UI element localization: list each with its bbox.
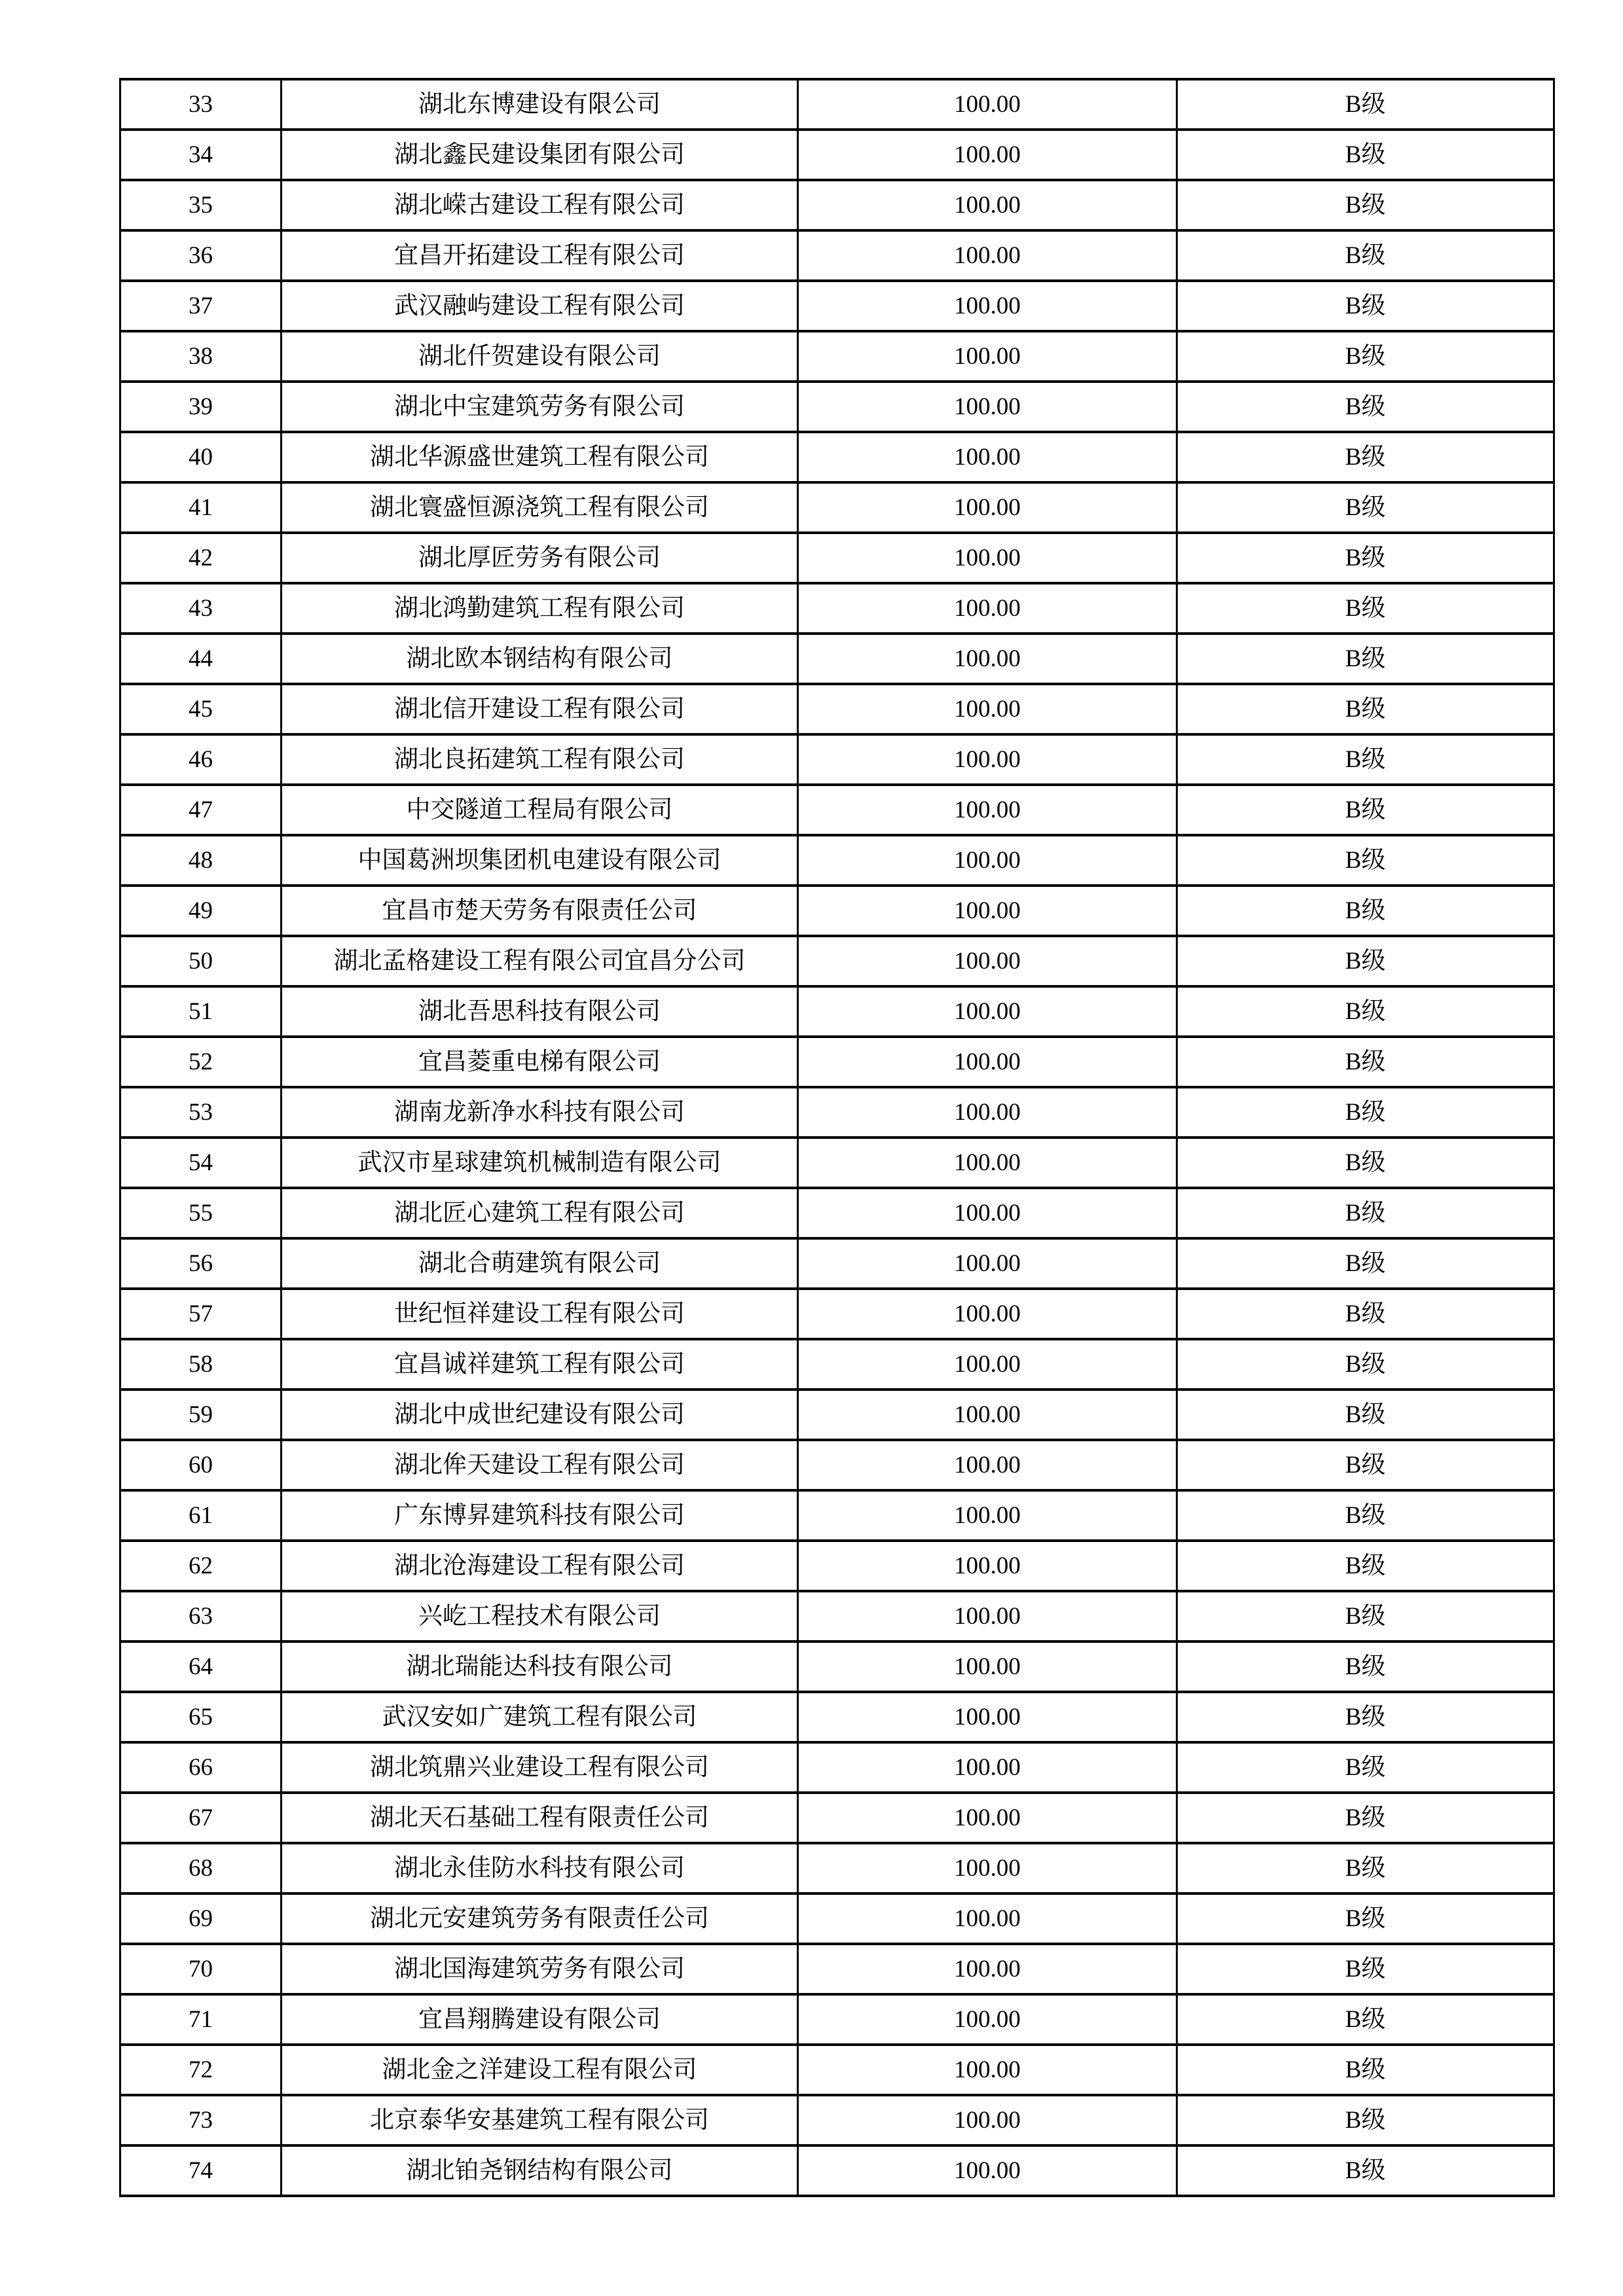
table-row (120, 1641, 1554, 1692)
score-cell: 100.00 (798, 1390, 1177, 1440)
company-name-cell: 湖北吾思科技有限公司 (282, 986, 798, 1037)
company-name-cell: 湖北元安建筑劳务有限责任公司 (282, 1893, 798, 1944)
score-cell: 100.00 (798, 986, 1177, 1037)
score-cell: 100.00 (798, 1138, 1177, 1188)
grade-cell: B级 (1177, 1944, 1554, 1994)
company-name-cell: 湖北东博建设有限公司 (282, 79, 798, 130)
company-name-cell: 湖北寰盛恒源浇筑工程有限公司 (282, 482, 798, 533)
grade-cell: B级 (1177, 281, 1554, 331)
score-cell: 100.00 (798, 432, 1177, 482)
company-name-cell: 湖北鑫民建设集团有限公司 (282, 130, 798, 180)
row-number-cell: 71 (120, 1994, 282, 2045)
company-name-cell: 湖南龙新净水科技有限公司 (282, 1087, 798, 1138)
company-name-cell: 湖北中宝建筑劳务有限公司 (282, 382, 798, 432)
table-row (120, 886, 1554, 936)
row-number-cell: 53 (120, 1087, 282, 1138)
row-number-cell: 33 (120, 79, 282, 130)
score-cell: 100.00 (798, 1742, 1177, 1793)
table-row (120, 2045, 1554, 2095)
company-name-cell: 湖北良拓建筑工程有限公司 (282, 734, 798, 785)
score-cell: 100.00 (798, 583, 1177, 634)
row-number-cell: 37 (120, 281, 282, 331)
grade-cell: B级 (1177, 2145, 1554, 2196)
score-cell: 100.00 (798, 533, 1177, 583)
grade-cell: B级 (1177, 1289, 1554, 1339)
grade-cell: B级 (1177, 1692, 1554, 1742)
row-number-cell: 73 (120, 2095, 282, 2145)
grade-cell: B级 (1177, 1793, 1554, 1843)
row-number-cell: 50 (120, 936, 282, 986)
table-row (120, 936, 1554, 986)
company-name-cell: 湖北鸿勤建筑工程有限公司 (282, 583, 798, 634)
company-name-cell: 兴屹工程技术有限公司 (282, 1591, 798, 1641)
company-name-cell: 宜昌诚祥建筑工程有限公司 (282, 1339, 798, 1390)
row-number-cell: 47 (120, 785, 282, 835)
score-cell: 100.00 (798, 634, 1177, 684)
grade-cell: B级 (1177, 1188, 1554, 1238)
table-row (120, 533, 1554, 583)
score-cell: 100.00 (798, 1843, 1177, 1893)
score-cell: 100.00 (798, 230, 1177, 281)
row-number-cell: 62 (120, 1541, 282, 1591)
grade-cell: B级 (1177, 130, 1554, 180)
row-number-cell: 63 (120, 1591, 282, 1641)
table-row (120, 1289, 1554, 1339)
grade-cell: B级 (1177, 785, 1554, 835)
table-row (120, 1440, 1554, 1490)
row-number-cell: 66 (120, 1742, 282, 1793)
score-cell: 100.00 (798, 130, 1177, 180)
row-number-cell: 34 (120, 130, 282, 180)
table-row (120, 785, 1554, 835)
row-number-cell: 39 (120, 382, 282, 432)
row-number-cell: 68 (120, 1843, 282, 1893)
table-row (120, 1188, 1554, 1238)
company-name-cell: 湖北国海建筑劳务有限公司 (282, 1944, 798, 1994)
table-row (120, 482, 1554, 533)
score-cell: 100.00 (798, 2095, 1177, 2145)
grade-cell: B级 (1177, 986, 1554, 1037)
row-number-cell: 46 (120, 734, 282, 785)
company-name-cell: 宜昌市楚天劳务有限责任公司 (282, 886, 798, 936)
row-number-cell: 74 (120, 2145, 282, 2196)
table-row (120, 130, 1554, 180)
company-name-cell: 湖北匠心建筑工程有限公司 (282, 1188, 798, 1238)
table-row (120, 1793, 1554, 1843)
company-name-cell: 宜昌翔腾建设有限公司 (282, 1994, 798, 2045)
company-name-cell: 中国葛洲坝集团机电建设有限公司 (282, 835, 798, 886)
company-name-cell: 中交隧道工程局有限公司 (282, 785, 798, 835)
company-name-cell: 湖北厚匠劳务有限公司 (282, 533, 798, 583)
table-row (120, 1843, 1554, 1893)
score-cell: 100.00 (798, 1490, 1177, 1541)
company-name-cell: 湖北筑鼎兴业建设工程有限公司 (282, 1742, 798, 1793)
score-cell: 100.00 (798, 1037, 1177, 1087)
row-number-cell: 67 (120, 1793, 282, 1843)
company-name-cell: 湖北金之洋建设工程有限公司 (282, 2045, 798, 2095)
company-name-cell: 湖北欧本钢结构有限公司 (282, 634, 798, 684)
table-row (120, 835, 1554, 886)
row-number-cell: 64 (120, 1641, 282, 1692)
row-number-cell: 55 (120, 1188, 282, 1238)
grade-cell: B级 (1177, 583, 1554, 634)
company-name-cell: 世纪恒祥建设工程有限公司 (282, 1289, 798, 1339)
row-number-cell: 51 (120, 986, 282, 1037)
grade-cell: B级 (1177, 1742, 1554, 1793)
table-row (120, 1339, 1554, 1390)
row-number-cell: 54 (120, 1138, 282, 1188)
score-cell: 100.00 (798, 1641, 1177, 1692)
grade-cell: B级 (1177, 835, 1554, 886)
grade-cell: B级 (1177, 1037, 1554, 1087)
score-cell: 100.00 (798, 886, 1177, 936)
score-cell: 100.00 (798, 684, 1177, 734)
table-row (120, 1541, 1554, 1591)
table-row (120, 634, 1554, 684)
grade-cell: B级 (1177, 382, 1554, 432)
table-row (120, 1238, 1554, 1289)
table-row (120, 79, 1554, 130)
grade-cell: B级 (1177, 1087, 1554, 1138)
company-name-cell: 宜昌菱重电梯有限公司 (282, 1037, 798, 1087)
company-name-cell: 湖北华源盛世建筑工程有限公司 (282, 432, 798, 482)
company-name-cell: 湖北瑞能达科技有限公司 (282, 1641, 798, 1692)
score-cell: 100.00 (798, 1541, 1177, 1591)
score-cell: 100.00 (798, 482, 1177, 533)
row-number-cell: 52 (120, 1037, 282, 1087)
score-cell: 100.00 (798, 1087, 1177, 1138)
score-cell: 100.00 (798, 734, 1177, 785)
row-number-cell: 72 (120, 2045, 282, 2095)
grade-cell: B级 (1177, 1490, 1554, 1541)
score-cell: 100.00 (798, 1440, 1177, 1490)
grade-cell: B级 (1177, 1843, 1554, 1893)
company-name-cell: 广东博昇建筑科技有限公司 (282, 1490, 798, 1541)
table-row (120, 230, 1554, 281)
grade-cell: B级 (1177, 482, 1554, 533)
grade-cell: B级 (1177, 1541, 1554, 1591)
table-row (120, 1037, 1554, 1087)
grade-cell: B级 (1177, 1440, 1554, 1490)
table-row (120, 1944, 1554, 1994)
grade-cell: B级 (1177, 331, 1554, 382)
row-number-cell: 38 (120, 331, 282, 382)
score-cell: 100.00 (798, 2045, 1177, 2095)
row-number-cell: 44 (120, 634, 282, 684)
company-name-cell: 武汉安如广建筑工程有限公司 (282, 1692, 798, 1742)
row-number-cell: 40 (120, 432, 282, 482)
row-number-cell: 43 (120, 583, 282, 634)
company-name-cell: 湖北铂尧钢结构有限公司 (282, 2145, 798, 2196)
score-cell: 100.00 (798, 180, 1177, 230)
table-row (120, 1591, 1554, 1641)
company-name-cell: 北京泰华安基建筑工程有限公司 (282, 2095, 798, 2145)
row-number-cell: 56 (120, 1238, 282, 1289)
grade-cell: B级 (1177, 634, 1554, 684)
grade-cell: B级 (1177, 886, 1554, 936)
grade-cell: B级 (1177, 432, 1554, 482)
row-number-cell: 48 (120, 835, 282, 886)
company-name-cell: 湖北永佳防水科技有限公司 (282, 1843, 798, 1893)
grade-cell: B级 (1177, 2095, 1554, 2145)
score-cell: 100.00 (798, 79, 1177, 130)
company-name-cell: 湖北仟贺建设有限公司 (282, 331, 798, 382)
score-cell: 100.00 (798, 1793, 1177, 1843)
row-number-cell: 65 (120, 1692, 282, 1742)
score-cell: 100.00 (798, 936, 1177, 986)
grade-cell: B级 (1177, 1591, 1554, 1641)
table-row (120, 684, 1554, 734)
row-number-cell: 69 (120, 1893, 282, 1944)
table-row (120, 1087, 1554, 1138)
grade-cell: B级 (1177, 936, 1554, 986)
table-row (120, 986, 1554, 1037)
row-number-cell: 58 (120, 1339, 282, 1390)
company-name-cell: 武汉市星球建筑机械制造有限公司 (282, 1138, 798, 1188)
row-number-cell: 57 (120, 1289, 282, 1339)
score-cell: 100.00 (798, 2145, 1177, 2196)
company-name-cell: 湖北孟格建设工程有限公司宜昌分公司 (282, 936, 798, 986)
table-row (120, 1893, 1554, 1944)
table-row (120, 734, 1554, 785)
score-cell: 100.00 (798, 1944, 1177, 1994)
company-name-cell: 湖北合萌建筑有限公司 (282, 1238, 798, 1289)
company-rating-table (119, 78, 1555, 2197)
score-cell: 100.00 (798, 1339, 1177, 1390)
table-row (120, 382, 1554, 432)
score-cell: 100.00 (798, 331, 1177, 382)
grade-cell: B级 (1177, 684, 1554, 734)
score-cell: 100.00 (798, 835, 1177, 886)
score-cell: 100.00 (798, 1692, 1177, 1742)
grade-cell: B级 (1177, 2045, 1554, 2095)
grade-cell: B级 (1177, 1238, 1554, 1289)
table-row (120, 331, 1554, 382)
company-name-cell: 湖北信开建设工程有限公司 (282, 684, 798, 734)
row-number-cell: 41 (120, 482, 282, 533)
table-row (120, 281, 1554, 331)
grade-cell: B级 (1177, 180, 1554, 230)
table-row (120, 1138, 1554, 1188)
table-row (120, 1994, 1554, 2045)
table-row (120, 1742, 1554, 1793)
grade-cell: B级 (1177, 533, 1554, 583)
company-name-cell: 湖北侔天建设工程有限公司 (282, 1440, 798, 1490)
company-name-cell: 湖北嵘古建设工程有限公司 (282, 180, 798, 230)
table-row (120, 180, 1554, 230)
grade-cell: B级 (1177, 1994, 1554, 2045)
row-number-cell: 59 (120, 1390, 282, 1440)
row-number-cell: 49 (120, 886, 282, 936)
score-cell: 100.00 (798, 785, 1177, 835)
company-name-cell: 武汉融屿建设工程有限公司 (282, 281, 798, 331)
grade-cell: B级 (1177, 734, 1554, 785)
score-cell: 100.00 (798, 1188, 1177, 1238)
score-cell: 100.00 (798, 382, 1177, 432)
row-number-cell: 45 (120, 684, 282, 734)
company-rating-table-body (120, 79, 1554, 2196)
row-number-cell: 35 (120, 180, 282, 230)
table-row (120, 1490, 1554, 1541)
grade-cell: B级 (1177, 1641, 1554, 1692)
score-cell: 100.00 (798, 1893, 1177, 1944)
grade-cell: B级 (1177, 1390, 1554, 1440)
company-name-cell: 湖北天石基础工程有限责任公司 (282, 1793, 798, 1843)
table-row (120, 432, 1554, 482)
row-number-cell: 70 (120, 1944, 282, 1994)
grade-cell: B级 (1177, 230, 1554, 281)
score-cell: 100.00 (798, 1994, 1177, 2045)
company-name-cell: 宜昌开拓建设工程有限公司 (282, 230, 798, 281)
score-cell: 100.00 (798, 1289, 1177, 1339)
grade-cell: B级 (1177, 1138, 1554, 1188)
row-number-cell: 60 (120, 1440, 282, 1490)
company-name-cell: 湖北沧海建设工程有限公司 (282, 1541, 798, 1591)
grade-cell: B级 (1177, 79, 1554, 130)
table-row (120, 2145, 1554, 2196)
grade-cell: B级 (1177, 1339, 1554, 1390)
score-cell: 100.00 (798, 1238, 1177, 1289)
row-number-cell: 61 (120, 1490, 282, 1541)
score-cell: 100.00 (798, 281, 1177, 331)
company-name-cell: 湖北中成世纪建设有限公司 (282, 1390, 798, 1440)
table-row (120, 1692, 1554, 1742)
table-row (120, 1390, 1554, 1440)
row-number-cell: 42 (120, 533, 282, 583)
table-row (120, 583, 1554, 634)
table-row (120, 2095, 1554, 2145)
grade-cell: B级 (1177, 1893, 1554, 1944)
row-number-cell: 36 (120, 230, 282, 281)
score-cell: 100.00 (798, 1591, 1177, 1641)
